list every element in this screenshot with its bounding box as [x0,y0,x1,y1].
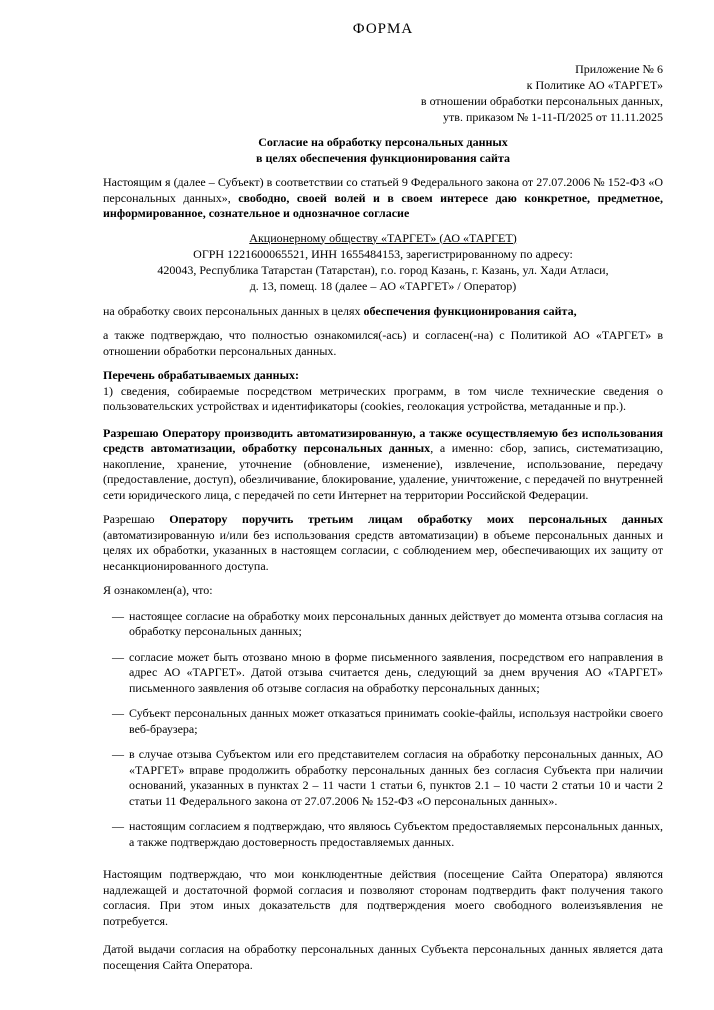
dash-bullet-marker: — [112,819,124,834]
text-run: свободно, своей волей и в своем интересе даю конкретное, предметное, информированное, сознательное и однозначное согласие [103,190,663,220]
annex-line: в отношении обработки персональных данных, [420,94,663,108]
text-run: , а именно: сбор, запись, систематизацию, накопление, хранение, уточнение (обновление, изменение), извлечение, использование, передачу (предоставление, доступ), обезличивание, блокирование, удаление, уничтожение, с передачей по внутренней сети юридического лица, с передачей по сети Интернет на территории Российской Федерации. [103,441,664,502]
text-run: Разрешаю [103,512,170,527]
list-item [103,609,663,640]
operator-detail-line: 420043, Республика Татарстан (Татарстан), г.о. город Казань, г. Казань, ул. Хади Атласи, [157,263,609,278]
list-item-text: в случае отзыва Субъектом или его представителем согласия на обработку персональных данных, АО «ТАРГЕТ» вправе продолжить обработку персональных данных без согласия Субъекта при наличии оснований, указанных в пунктах 2 – 11 части 1 статьи 6, пунктов 2.1 – 10 части 2 статьи 10 и части 2 статьи 11 Федерального закона от 27.07.2006 № 152-ФЗ «О персональных данных». [129,747,663,808]
operator-block [103,230,663,295]
text-run: Оператору поручить третьим лицам обработку моих персональных данных [169,512,663,527]
text-run: на обработку своих персональных данных в целях [103,303,364,318]
acknowledgement-intro: Я ознакомлен(а), что: [103,583,213,598]
processed-data-heading: Перечень обрабатываемых данных: [103,368,299,383]
list-item [103,706,663,737]
document-title [103,134,663,166]
dash-bullet-marker: — [112,608,124,623]
conclusive-actions-paragraph: Настоящим подтверждаю, что мои конклюдентные действия (посещение Сайта Оператора) являются надлежащей и достаточной формой согласия и позволяют сторонам подтвердить факт получения такого согласия. При этом иных доказательств для подтверждения моего свободного волеизъявления не потребуется. [103,867,663,928]
policy-acknowledgement-paragraph: а также подтверждаю, что полностью ознакомился(-ась) и согласен(-на) с Политикой АО «ТАРГЕТ» в отношении обработки персональных данных. [103,328,663,358]
annex-line: к Политике АО «ТАРГЕТ» [526,78,663,92]
list-item [103,747,663,809]
intro-paragraph [103,175,663,222]
document-title-line: Согласие на обработку персональных данных [258,135,508,149]
form-label: ФОРМА [352,21,414,37]
acknowledgement-list [103,609,663,851]
text-run: Разрешаю Оператору производить автоматизированную, а также осуществляемую без использования средств автоматизации, обработку персональных данных [103,425,663,456]
dash-bullet-marker: — [112,649,124,664]
annex-header [103,61,663,125]
list-item-text: согласие может быть отозвано мною в форме письменного заявления, посредством его направления в адрес АО «ТАРГЕТ». Датой отзыва считается день, следующий за днем вручения АО «ТАРГЕТ» письменного заявления об отзыве согласия на обработку персональных данных; [129,649,663,695]
list-item-text: Субъект персональных данных может отказаться принимать cookie-файлы, используя настройки своего веб-браузера; [129,706,663,736]
processed-data-item: 1) сведения, собираемые посредством метрических программ, в том числе технические сведения о пользовательских устройствах и идентификаторы (cookies, геолокация устройства, метаданные и пр.). [103,383,663,414]
processed-data-section [103,368,663,415]
consent-date-paragraph: Датой выдачи согласия на обработку персональных данных Субъекта персональных данных является дата посещения Сайта Оператора. [103,942,663,972]
annex-line: Приложение № 6 [575,62,663,76]
dash-bullet-marker: — [112,706,124,721]
document-title-line: в целях обеспечения функционирования сайта [255,151,511,165]
operator-detail-line: д. 13, помещ. 18 (далее – АО «ТАРГЕТ» / Оператор) [249,279,517,294]
annex-line: утв. приказом № 1-11-П/2025 от 11.11.2025 [443,110,663,124]
document-content [103,0,663,973]
dash-bullet-marker: — [112,747,124,762]
purpose-paragraph [103,304,663,320]
list-item [103,650,663,697]
operator-name-text: Акционерному обществу «ТАРГЕТ» (АО «ТАРГЕТ) [249,230,517,245]
text-run: обеспечения функционирования сайта, [363,303,577,318]
third-party-permission-paragraph [103,512,663,574]
text-run: (автоматизированную и/или без использования средств автоматизации) в объеме персональных данных и целях их обработки, указанных в настоящем согласии, с соблюдением мер, обеспечивающих их защиту от несанкционированного доступа. [103,527,663,573]
list-item [103,819,663,850]
list-item-text: настоящим согласием я подтверждаю, что являюсь Субъектом предоставляемых персональных данных, а также подтверждаю достоверность предоставляемых данных. [129,819,663,849]
list-item-text: настоящее согласие на обработку моих персональных данных действует до момента отзыва согласия на обработку персональных данных; [129,608,663,639]
processing-permission-paragraph [103,426,663,504]
operator-detail-line: ОГРН 1221600065521, ИНН 1655484153, зарегистрированному по адресу: [193,246,573,261]
text-run: Настоящим я (далее – Субъект) в соответствии со статьей 9 Федерального закона от 27.07.2006 № 152-ФЗ «О персональных данных», [103,175,663,205]
operator-name [103,230,663,246]
